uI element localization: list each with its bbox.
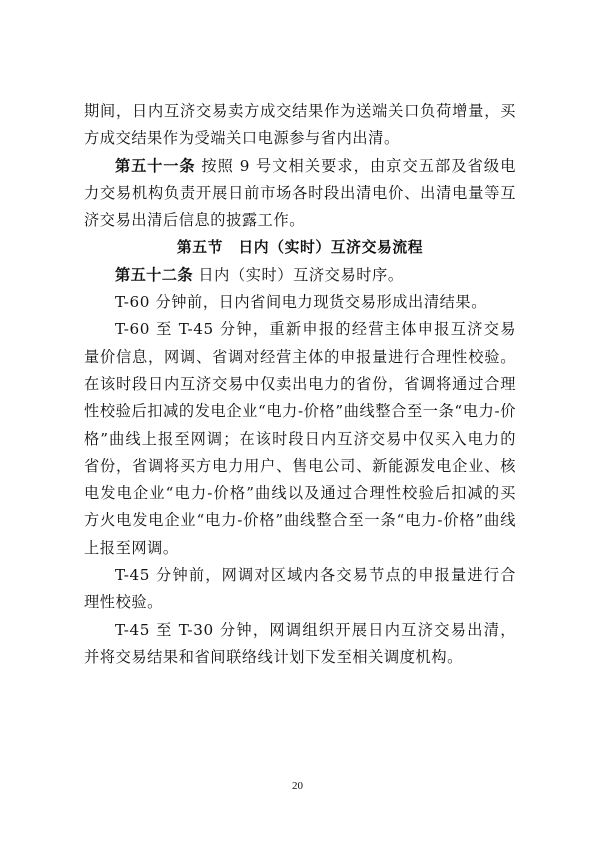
section-title-text: 第五节 日内（实时）互济交易流程 <box>176 239 424 257</box>
article-heading: 第五十二条 <box>115 265 193 284</box>
paragraph <box>84 316 516 562</box>
article-52 <box>84 262 516 289</box>
paragraph <box>84 289 516 316</box>
article-51 <box>84 153 516 235</box>
paragraph-text: T-60 分钟前，日内省间电力现货交易形成出清结果。 <box>115 293 487 312</box>
page-number: 20 <box>292 780 303 792</box>
paragraph-text: 期间，日内互济交易卖方成交结果作为送端关口负荷增量，买方成交结果作为受端关口电源参与省内出清。 <box>84 102 516 148</box>
paragraph-text: T-45 至 T-30 分钟，网调组织开展日内互济交易出清，并将交易结果和省间联络线计划下发至相关调度机构。 <box>84 620 516 666</box>
article-heading: 第五十一条 <box>115 156 196 175</box>
paragraph-text: 日内（实时）互济交易时序。 <box>192 265 404 284</box>
document-body <box>84 98 516 671</box>
paragraph-text: 按照 9 号文相关要求，由京交五部及省级电力交易机构负责开展日前市场各时段出清电价、出清电量等互济交易出清后信息的披露工作。 <box>84 156 516 230</box>
section-title <box>84 234 516 261</box>
paragraph <box>84 562 516 617</box>
paragraph-text: T-60 至 T-45 分钟，重新申报的经营主体申报互济交易量价信息，网调、省调对经营主体的申报量进行合理性校验。在该时段日内互济交易中仅卖出电力的省份，省调将通过合理性校验后扣减的发电企业“电力-价格”曲线整合至一条“电力-价格”曲线上报至网调；在该时段日内互济交易中仅买入电力的省份，省调将买方电力用户、售电公司、新能源发电企业、核电发电企业“电力-价格”曲线以及通过合理性校验后扣减的买方火电发电企业“电力-价格”曲线整合至一条“电力-价格”曲线上报至网调。 <box>84 320 516 557</box>
paragraph <box>84 98 516 153</box>
paragraph-text: T-45 分钟前，网调对区域内各交易节点的申报量进行合理性校验。 <box>84 566 516 612</box>
paragraph <box>84 617 516 672</box>
